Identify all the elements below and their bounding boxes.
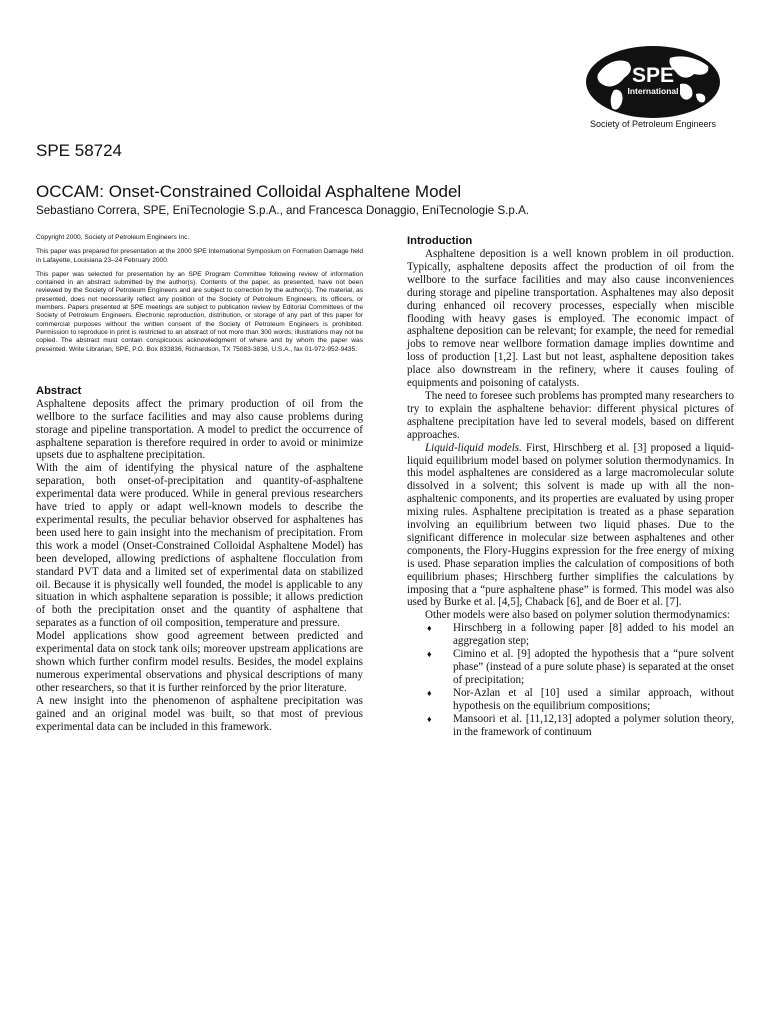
list-item xyxy=(407,622,734,648)
presentation-notice: This paper was prepared for presentation at the 2000 SPE International Symposium on Formation Damage held in Lafayette, Louisiana 23–24 February 2000. xyxy=(36,248,363,264)
intro-paragraph: The need to foresee such problems has prompted many researchers to try to explain the asphaltene behavior: different physical pictures of asphaltene precipitation have led to several models, based on different approaches. xyxy=(407,389,734,441)
list-item xyxy=(407,713,734,739)
abstract-paragraph: Asphaltene deposits affect the primary production of oil from the wellbore to the surface facilities and may also cause problems during storage and pipeline transportation. A model to predict the occurrence of asphaltene separation is therefore required in order to avoid or minimize upsets due to asphaltene precipitation. xyxy=(36,397,363,462)
abstract-heading: Abstract xyxy=(36,384,82,397)
logo-acronym: SPE xyxy=(631,64,675,87)
diamond-bullet-icon: ♦ xyxy=(427,687,432,698)
diamond-bullet-icon: ♦ xyxy=(427,623,432,634)
abstract-paragraph: With the aim of identifying the physical nature of the asphaltene separation, both onset-of-precipitation and quantity-of-asphaltene experimental data were produced. While in general previous researchers have tried to apply or adapt well-known models to describe the experimental results, the peculiar behavior observed for asphaltenes has been used here to gain insight into the mechanism of precipitation. From this work a model (Onset-Constrained Colloidal Asphaltene Model) has been developed, allowing predictions of asphaltene flocculation from standard PVT data and a limited set of experimental data on stabilized oil. Because it is physically well founded, the model is applicable to any situation in which asphaltene separation is possible; it allows prediction of both the precipitation onset and the quantity of asphaltene that separates as a function of oil composition, temperature and pressure. xyxy=(36,462,363,630)
logo-caption: Society of Petroleum Engineers xyxy=(589,119,717,129)
intro-paragraph xyxy=(407,442,734,610)
intro-paragraph: Other models were also based on polymer solution thermodynamics: xyxy=(425,609,731,622)
list-item xyxy=(407,687,734,713)
abstract-paragraph: A new insight into the phenomenon of asphaltene precipitation was gained and an original model was built, so that most of previous experimental data can be included in this framework. xyxy=(36,694,363,733)
copyright-line: Copyright 2000, Society of Petroleum Engineers Inc. xyxy=(36,234,190,241)
spe-logo xyxy=(578,44,728,136)
liquid-liquid-label: Liquid-liquid models. xyxy=(425,441,522,454)
diamond-bullet-icon: ♦ xyxy=(427,649,432,660)
review-notice: This paper was selected for presentation by an SPE Program Committee following review of information contained in an abstract submitted by the author(s). Contents of the paper, as presented, have not been reviewed by the Society of Petroleum Engineers and are subject to correction by the author(s). The material, as presented, does not necessarily reflect any position of the Society of Petroleum Engineers, its officers, or members. Papers presented at SPE meetings are subject to publication review by Editorial Committees of the Society of Petroleum Engineers. Electronic reproduction, distribution, or storage of any part of this paper for commercial purposes without the written consent of the Society of Petroleum Engineers is prohibited. Permission to reproduce in print is restricted to an abstract of not more than 300 words; illustrations may not be copied. The abstract must contain conspicuous acknowledgment of where and by whom the paper was presented. Write Librarian, SPE, P.O. Box 833836, Richardson, TX 75083-3836, U.S.A., fax 01-972-952-9435. xyxy=(36,270,363,353)
right-column xyxy=(407,234,734,738)
list-item-text: Nor-Azlan et al [10] used a similar approach, without hypothesis on the equilibrium compositions; xyxy=(453,686,734,712)
liquid-liquid-text: First, Hirschberg et al. [3] proposed a liquid-liquid equilibrium model based on polymer solution thermodynamics. In this model asphaltenes are considered as a large macromolecular solute dissolved in a solvent; this solvent is made up with all the non-asphaltenic components, and its properties are evaluated by using proper mixing rules. Asphaltene precipitation is treated as a phase separation involving an equilibrium between two liquid phases. Due to the significant difference in molecular size between asphaltenes and other components, the Flory-Huggins expression for the free energy of mixing is used. Phase separation implies the calculation of compositions of both equilibrium phases; Hirschberg further simplifies the calculations by imposing that a “pure asphaltene phase” is formed. This model was also used by Burke et al. [4,5], Chaback [6], and de Boer et al. [7]. xyxy=(407,441,734,609)
intro-paragraph: Asphaltene deposition is a well known problem in oil production. Typically, asphaltene deposits affect the production of oil from the wellbore to the surface facilities and may also cause inconveniences during storage and pipeline transportation. Asphaltenes may also deposit during enhanced oil recovery processes, especially when miscible flooding with heavy gases is employed. The economic impact of asphaltene deposition can be relevant; for example, the need for remedial jobs to remove near wellbore formation damage implies downtime and loss of production [1,2]. Last but not least, asphaltene deposition takes place also downstream in the refinery, where it causes fouling of equipments and poisoning of catalysts. xyxy=(407,248,734,390)
left-column xyxy=(36,234,363,733)
list-item-text: Mansoori et al. [11,12,13] adopted a polymer solution theory, in the framework of continuum xyxy=(453,712,734,738)
paper-number: SPE 58724 xyxy=(36,141,123,160)
list-item-text: Hirschberg in a following paper [8] added to his model an aggregation step; xyxy=(453,622,734,648)
abstract-paragraph: Model applications show good agreement between predicted and experimental data on stock tank oils; moreover upstream applications are shown which further confirm model results. Besides, the model explains numerous experimental observations and physical descriptions of many other researchers, so that it is further reinforced by the prior literature. xyxy=(36,630,363,694)
model-list xyxy=(407,622,734,738)
introduction-heading: Introduction xyxy=(407,235,473,247)
list-item-text: Cimino et al. [9] adopted the hypothesis that a “pure solvent phase” (instead of a pure solute phase) is separated at the onset of precipitation; xyxy=(453,648,734,686)
paper-title: OCCAM: Onset-Constrained Colloidal Asphaltene Model xyxy=(36,182,462,201)
globe-icon xyxy=(584,44,722,120)
diamond-bullet-icon: ♦ xyxy=(427,713,432,724)
logo-subtitle: International xyxy=(627,86,679,96)
list-item xyxy=(407,648,734,687)
authors: Sebastiano Correra, SPE, EniTecnologie S.p.A., and Francesca Donaggio, EniTecnologie S.p.A. xyxy=(36,204,530,217)
